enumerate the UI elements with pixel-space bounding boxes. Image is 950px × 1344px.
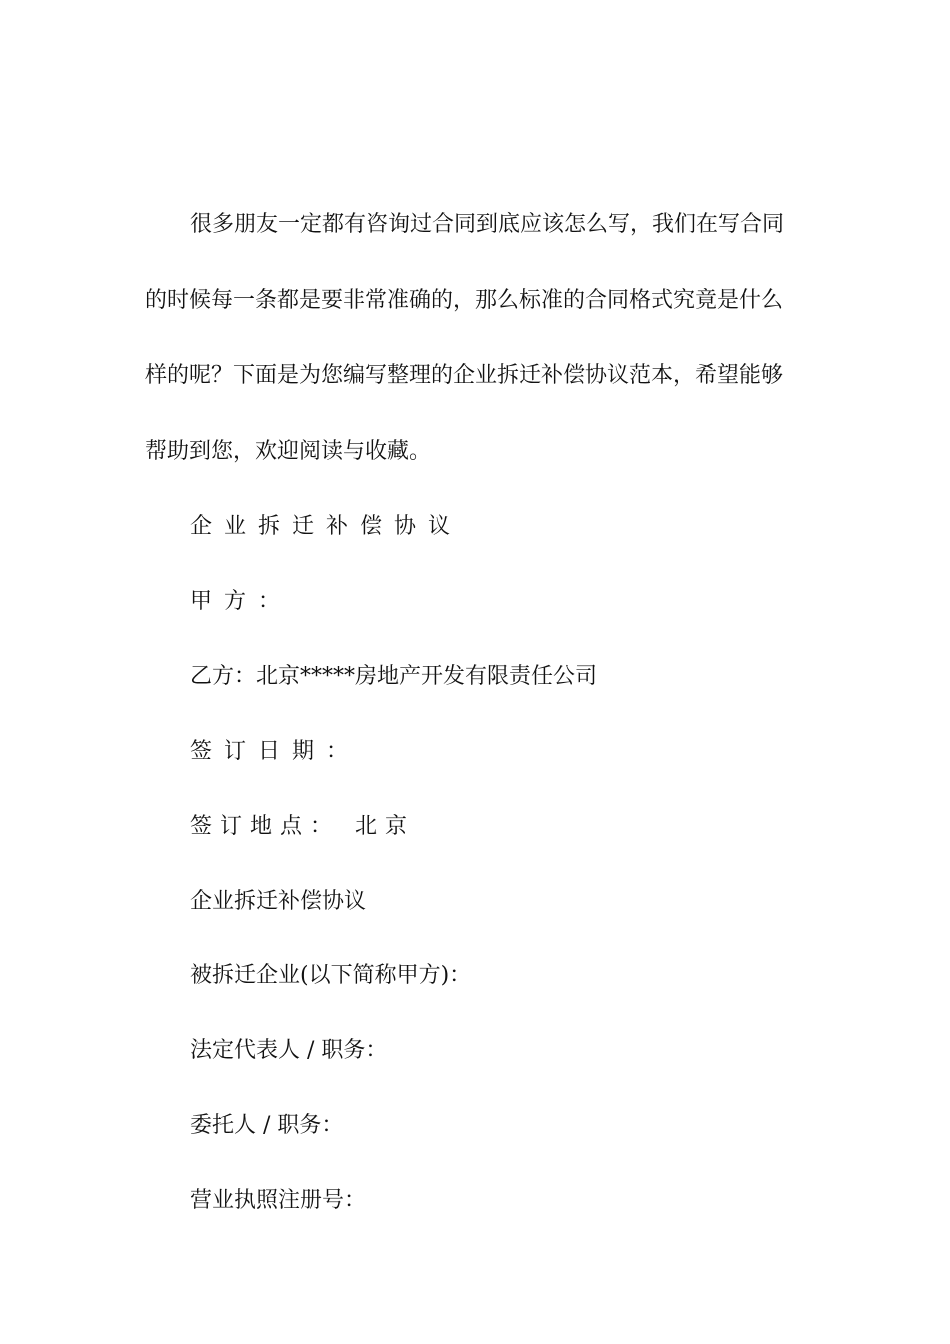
party-a-label: 甲方：: [190, 589, 293, 614]
relocated-company-label: 被拆迁企业(以下简称甲方)：: [190, 963, 472, 988]
intro-line: 样的呢？下面是为您编写整理的企业拆迁补偿协议范本，希望能够: [145, 363, 784, 388]
intro-line: 帮助到您，欢迎阅读与收藏。: [145, 439, 432, 464]
legal-representative-label: 法定代表人 / 职务：: [190, 1038, 388, 1063]
party-b-line: 乙方：北京*****房地产开发有限责任公司: [190, 664, 598, 689]
sign-date-label: 签订日期：: [190, 739, 361, 764]
intro-line: 很多朋友一定都有咨询过合同到底应该怎么写，我们在写合同: [190, 212, 785, 237]
sign-place-line: 签订地点： 北京: [190, 814, 415, 839]
business-license-label: 营业执照注册号：: [190, 1188, 367, 1213]
document-title-spaced: 企业拆迁补偿协议: [190, 514, 463, 539]
intro-line: 的时候每一条都是要非常准确的，那么标准的合同格式究竟是什么: [145, 288, 784, 313]
document-title: 企业拆迁补偿协议: [190, 889, 367, 914]
trustee-label: 委托人 / 职务：: [190, 1113, 344, 1138]
